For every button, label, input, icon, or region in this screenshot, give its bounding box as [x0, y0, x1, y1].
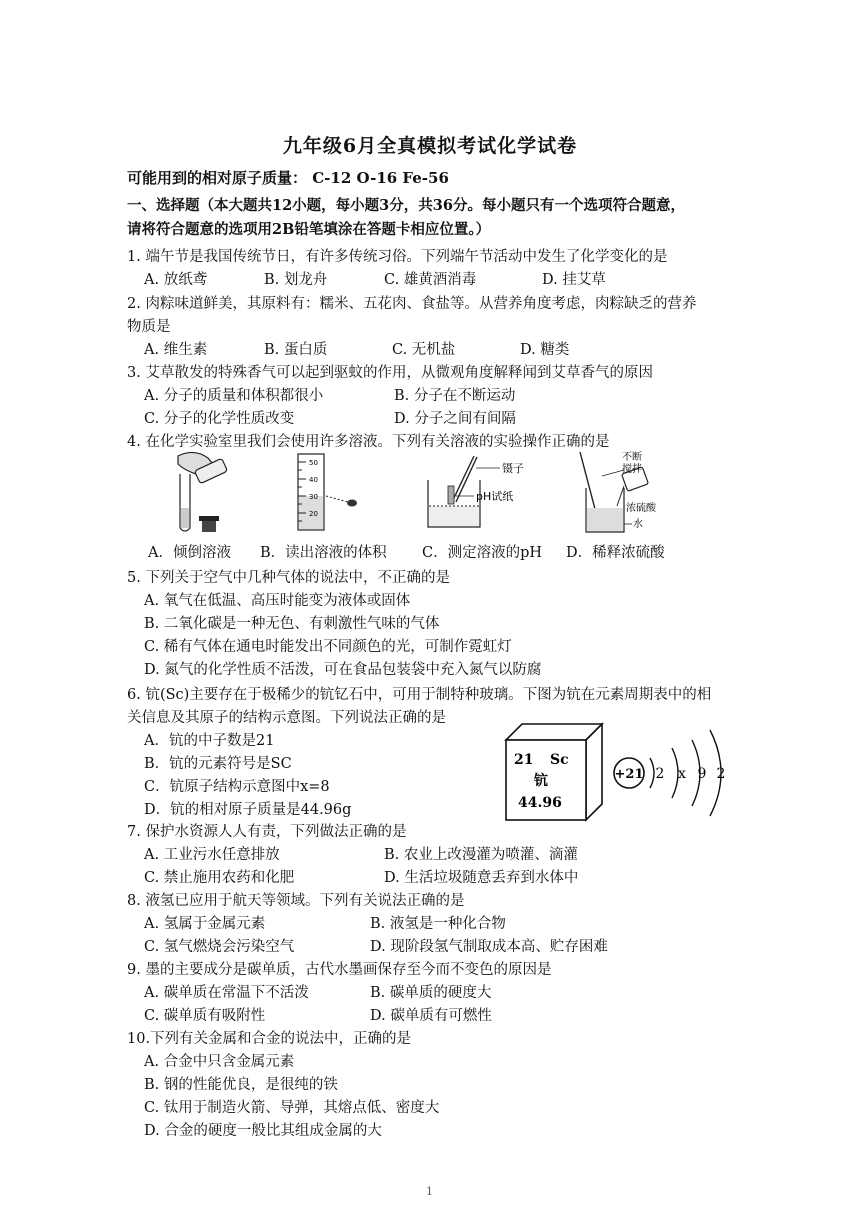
- q5-option-c: C. 稀有气体在通电时能发出不同颜色的光，可制作霓虹灯: [144, 639, 512, 655]
- shell-3-electrons: 9: [697, 766, 707, 782]
- ph-paper-label: pH试纸: [476, 490, 514, 503]
- q6-stem-line1: 6. 钪(Sc)主要存在于极稀少的钪钇石中，可用于制特种玻璃。下图为钪在元素周期表中的相: [127, 687, 712, 703]
- q4-option-d: D．稀释浓硫酸: [566, 545, 665, 561]
- q2-stem-line1: 2. 肉粽味道鲜美，其原料有：糯米、五花肉、食盐等。从营养角度考虑，肉粽缺乏的营养: [127, 296, 697, 312]
- shell-2-electrons: x: [678, 766, 686, 782]
- q6-option-d: D．钪的相对原子质量是44.96g: [144, 802, 352, 818]
- q1-option-b: B. 划龙舟: [264, 272, 328, 288]
- figure-measuring-ph: [420, 452, 540, 532]
- q2-option-b: B. 蛋白质: [264, 342, 328, 358]
- water-label: 水: [633, 519, 643, 530]
- scale-50: 50: [309, 459, 318, 467]
- shell-4-electrons: 2: [716, 766, 726, 782]
- nucleus-charge: +21: [614, 767, 644, 782]
- q5-option-a: A. 氧气在低温、高压时能变为液体或固体: [144, 593, 411, 609]
- q2-option-d: D. 糖类: [520, 342, 570, 358]
- stir-label-1: 不断: [622, 452, 642, 463]
- q4-option-c: C．测定溶液的pH: [422, 545, 543, 561]
- page-number: 1: [426, 1185, 433, 1198]
- figure-measuring-cylinder: [290, 450, 370, 535]
- q2-option-a: A. 维生素: [144, 342, 208, 358]
- element-name: 钪: [534, 773, 548, 789]
- q10-option-b: B. 钢的性能优良，是很纯的铁: [144, 1077, 338, 1093]
- q9-option-b: B. 碳单质的硬度大: [370, 985, 492, 1001]
- q9-option-c: C. 碳单质有吸附性: [144, 1008, 266, 1024]
- q4-option-b: B．读出溶液的体积: [260, 545, 387, 561]
- q8-option-b: B. 液氢是一种化合物: [370, 916, 506, 932]
- element-symbol: Sc: [550, 752, 569, 768]
- q10-option-c: C. 钛用于制造火箭、导弹，其熔点低、密度大: [144, 1100, 440, 1116]
- atomic-mass: 44.96: [518, 795, 562, 811]
- q5-stem: 5. 下列关于空气中几种气体的说法中，不正确的是: [127, 570, 450, 586]
- q7-option-b: B. 农业上改漫灌为喷灌、滴灌: [384, 847, 578, 863]
- tweezers-label: 镊子: [502, 462, 524, 475]
- q8-option-a: A. 氢属于金属元素: [144, 916, 266, 932]
- figure-pouring-solution: [156, 450, 236, 540]
- q1-option-a: A. 放纸鸢: [144, 272, 208, 288]
- q6-option-b: B．钪的元素符号是SC: [144, 756, 292, 772]
- q9-option-a: A. 碳单质在常温下不活泼: [144, 985, 309, 1001]
- q7-option-a: A. 工业污水任意排放: [144, 847, 280, 863]
- element-cell-scandium: [504, 722, 604, 822]
- figure-diluting-acid: [572, 448, 672, 536]
- scale-20: 20: [309, 510, 318, 518]
- page-title: 九年级6月全真模拟考试化学试卷: [282, 135, 578, 157]
- q9-stem: 9. 墨的主要成分是碳单质，古代水墨画保存至今而不变色的原因是: [127, 962, 552, 978]
- q1-stem: 1. 端午节是我国传统节日，有许多传统习俗。下列端午节活动中发生了化学变化的是: [127, 249, 668, 265]
- q1-option-d: D. 挂艾草: [542, 272, 606, 288]
- q4-stem: 4. 在化学实验室里我们会使用许多溶液。下列有关溶液的实验操作正确的是: [127, 434, 610, 450]
- section-heading-line2: 请将符合题意的选项用2B铅笔填涂在答题卡相应位置。）: [127, 221, 491, 238]
- scale-40: 40: [309, 476, 318, 484]
- q6-option-c: C．钪原子结构示意图中x=8: [144, 779, 330, 795]
- q7-option-c: C. 禁止施用农药和化肥: [144, 870, 295, 886]
- stir-label-2: 搅拌: [622, 464, 642, 475]
- q7-stem: 7. 保护水资源人人有责，下列做法正确的是: [127, 824, 407, 840]
- q5-option-b: B. 二氧化碳是一种无色、有刺激性气味的气体: [144, 616, 440, 632]
- q7-option-d: D. 生活垃圾随意丢弃到水体中: [384, 870, 579, 886]
- q6-stem-line2: 关信息及其原子的结构示意图。下列说法正确的是: [127, 710, 446, 726]
- section-heading-line1: 一、选择题（本大题共12小题，每小题3分，共36分。每小题只有一个选项符合题意，: [127, 197, 685, 214]
- q5-option-d: D. 氮气的化学性质不活泼，可在食品包装袋中充入氮气以防腐: [144, 662, 542, 678]
- q2-option-c: C. 无机盐: [392, 342, 456, 358]
- q10-option-a: A. 合金中只含金属元素: [144, 1054, 295, 1070]
- q3-option-a: A. 分子的质量和体积都很小: [144, 388, 324, 404]
- q3-option-b: B. 分子在不断运动: [394, 388, 516, 404]
- q4-option-a: A．倾倒溶液: [148, 545, 231, 561]
- q3-option-c: C. 分子的化学性质改变: [144, 411, 295, 427]
- acid-label: 浓硫酸: [626, 503, 656, 514]
- atomic-number: 21: [514, 752, 534, 768]
- q8-option-c: C. 氢气燃烧会污染空气: [144, 939, 295, 955]
- atom-structure-diagram: [610, 716, 735, 826]
- q2-stem-line2: 物质是: [127, 319, 171, 335]
- q10-stem: 10.下列有关金属和合金的说法中，正确的是: [127, 1031, 412, 1047]
- q3-stem: 3. 艾草散发的特殊香气可以起到驱蚊的作用，从微观角度解释闻到艾草香气的原因: [127, 365, 653, 381]
- q6-option-a: A．钪的中子数是21: [144, 733, 275, 749]
- atomic-masses: 可能用到的相对原子质量： C-12 O-16 Fe-56: [127, 169, 449, 187]
- q10-option-d: D. 合金的硬度一般比其组成金属的大: [144, 1123, 382, 1139]
- scale-30: 30: [309, 493, 318, 501]
- q9-option-d: D. 碳单质有可燃性: [370, 1008, 492, 1024]
- q1-option-c: C. 雄黄酒消毒: [384, 272, 477, 288]
- q8-option-d: D. 现阶段氢气制取成本高、贮存困难: [370, 939, 608, 955]
- q8-stem: 8. 液氢已应用于航天等领域。下列有关说法正确的是: [127, 893, 465, 909]
- q3-option-d: D. 分子之间有间隔: [394, 411, 516, 427]
- shell-1-electrons: 2: [655, 766, 665, 782]
